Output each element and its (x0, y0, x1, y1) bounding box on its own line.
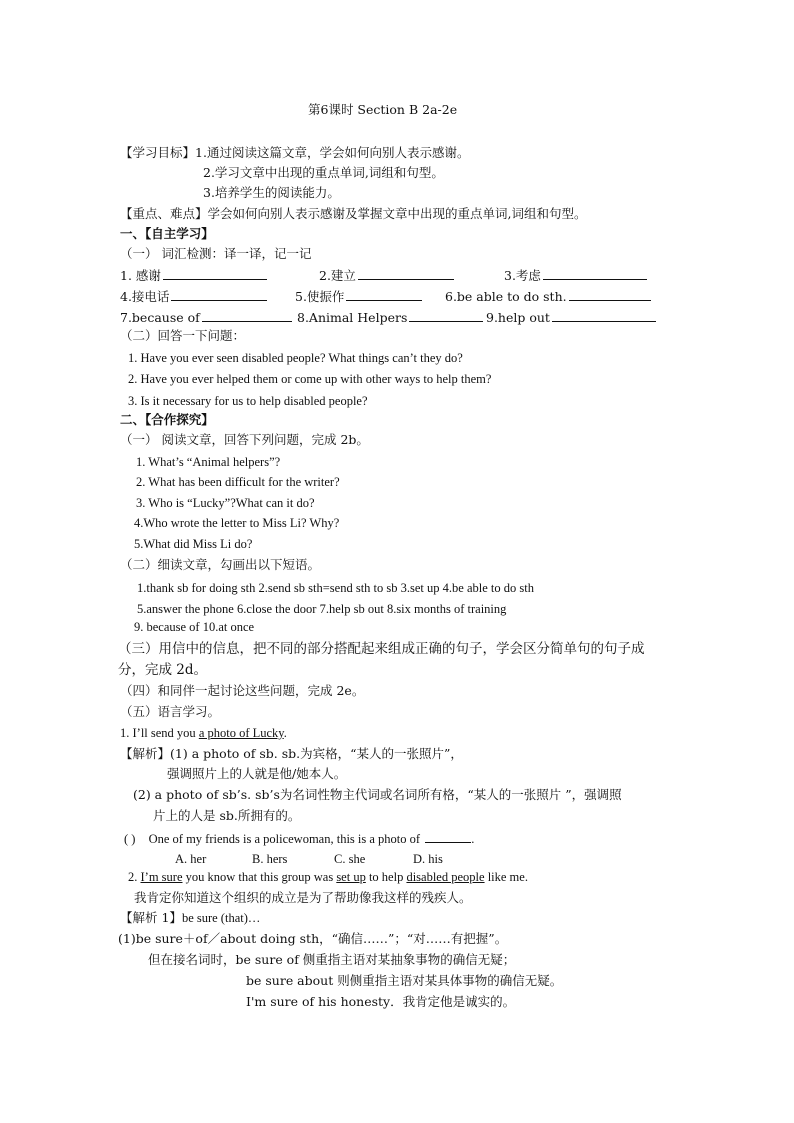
example-sentence: 1. I’ll send you a photo of Lucky. (120, 726, 287, 740)
translation-line: 我肯定你知道这个组织的成立是为了帮助像我这样的残疾人。 (134, 890, 472, 905)
analysis-line: (2) a photo of sb’s. sb’s为名词性物主代词或名词所有格，“某人的一张照片 ”，强调照 (133, 787, 622, 802)
analysis-line: 强调照片上的人就是他/她本人。 (167, 766, 347, 781)
phrase-line: 5.answer the phone 6.close the door 7.help sb out 8.six months of training (137, 602, 507, 616)
vocab-item: 5.使振作 (295, 288, 422, 305)
analysis-line: 【解析】(1) a photo of sb. sb.为宾格，“某人的一张照片”， (120, 746, 463, 761)
key-points-label: 【重点、难点】 (120, 206, 208, 221)
example-sentence: 2. I’m sure you know that this group was set up to help disabled people like me. (128, 870, 528, 884)
vocab-item: 9.help out (486, 309, 656, 326)
subsection-text: 分，完成 2d。 (118, 662, 208, 678)
objective-item: 3.培养学生的阅读能力。 (203, 185, 340, 200)
vocab-item: 8.Animal Helpers (297, 309, 483, 326)
objective-item: 2.学习文章中出现的重点单词,词组和句型。 (203, 165, 444, 180)
exercise-line: ( ) One of my friends is a policewoman, this is a photo of . (124, 832, 475, 846)
objectives-line-1 (120, 145, 469, 161)
phrase-line: 9. because of 10.at once (134, 620, 255, 634)
option: B. hers (252, 852, 288, 866)
option: C. she (334, 852, 366, 866)
analysis-line: 但在接名词时，be sure of 侧重指主语对某抽象事物的确信无疑； (148, 952, 516, 967)
question-item: 3. Is it necessary for us to help disabled people? (128, 394, 368, 408)
page-title: 第6课时 Section B 2a-2e (308, 102, 458, 117)
analysis-line: 片上的人是 sb.所拥有的。 (153, 808, 301, 823)
question-item: 4.Who wrote the letter to Miss Li? Why? (134, 516, 340, 530)
vocab-item: 7.because of (120, 309, 292, 326)
analysis-line: 【解析 1】be sure (that)… (120, 910, 261, 925)
vocab-item: 3.考虑 (504, 267, 647, 284)
section-heading: 一、【自主学习】 (120, 226, 214, 241)
question-item: 2. What has been difficult for the writer? (136, 475, 340, 489)
subsection-heading: （一） 词汇检测：译一译，记一记 (120, 246, 312, 261)
analysis-line: (1)be sure＋of／about doing sth，“确信……”；“对……有把握”。 (118, 931, 508, 946)
objective-item: 1.通过阅读这篇文章，学会如何向别人表示感谢。 (195, 145, 470, 160)
subsection-heading: （四）和同伴一起讨论这些问题，完成 2e。 (120, 683, 365, 698)
vocab-item: 6.be able to do sth. (445, 288, 651, 305)
option: D. his (413, 852, 443, 866)
question-item: 1. Have you ever seen disabled people? What things can’t they do? (128, 351, 463, 365)
vocab-item: 2.建立 (319, 267, 454, 284)
question-item: 5.What did Miss Li do? (134, 537, 253, 551)
analysis-label: 【解析】 (120, 746, 171, 761)
section-heading: 二、【合作探究】 (120, 412, 214, 427)
vocab-item: 4.接电话 (120, 288, 267, 305)
question-item: 1. What’s “Animal helpers”? (136, 455, 281, 469)
key-points-line (120, 206, 587, 222)
answer-paren: ( ) (124, 832, 136, 846)
objectives-label: 【学习目标】 (120, 145, 196, 160)
subsection-heading: （二）细读文章，勾画出以下短语。 (120, 557, 321, 572)
subsection-heading: （五）语言学习。 (120, 704, 221, 719)
subsection-heading: （一） 阅读文章，回答下列问题，完成 2b。 (120, 432, 369, 447)
analysis-label: 【解析 1】 (120, 910, 182, 925)
phrase-line: 1.thank sb for doing sth 2.send sb sth=send sth to sb 3.set up 4.be able to do sth (137, 581, 534, 595)
subsection-heading: （二）回答一下问题： (120, 328, 246, 343)
subsection-heading: （三）用信中的信息，把不同的部分搭配起来组成正确的句子，学会区分简单句的句子成 (118, 641, 645, 657)
option: A. her (175, 852, 207, 866)
analysis-line: be sure about 则侧重指主语对某具体事物的确信无疑。 (246, 973, 563, 988)
question-item: 3. Who is “Lucky”?What can it do? (136, 496, 315, 510)
vocab-item: 1. 感谢 (120, 267, 267, 284)
analysis-line: I'm sure of his honesty．我肯定他是诚实的。 (246, 994, 516, 1009)
question-item: 2. Have you ever helped them or come up with other ways to help them? (128, 372, 492, 386)
key-points-text: 学会如何向别人表示感谢及掌握文章中出现的重点单词,词组和句型。 (207, 206, 587, 221)
